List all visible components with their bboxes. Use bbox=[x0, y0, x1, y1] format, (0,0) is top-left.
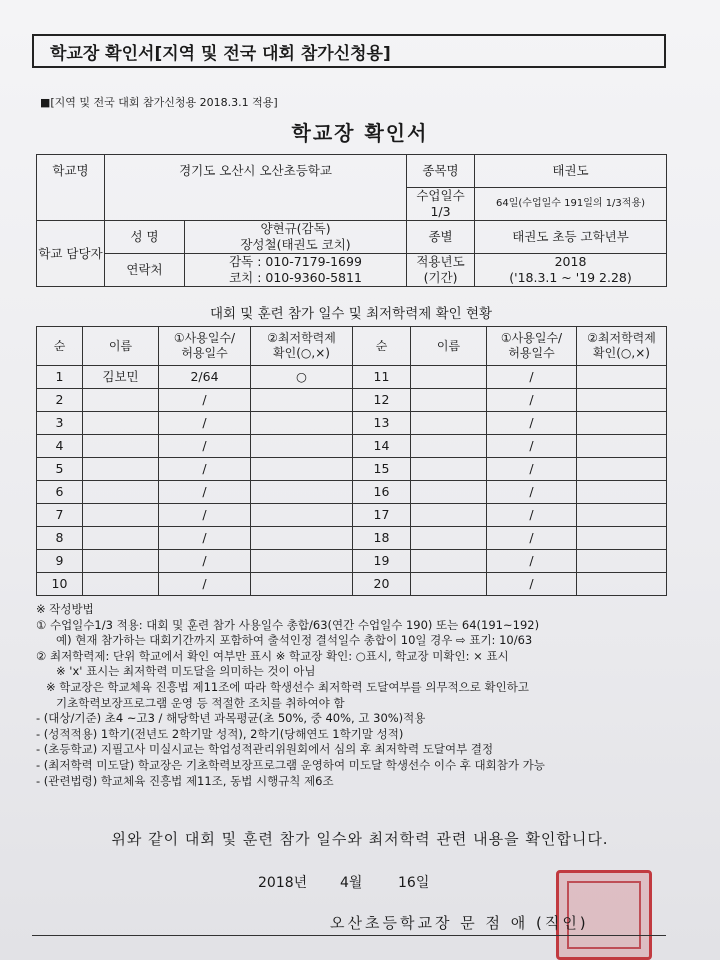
school-info-table bbox=[36, 154, 667, 287]
row-check bbox=[251, 504, 353, 527]
row-name-right bbox=[411, 481, 487, 504]
col-check-header-right-line-2: 확인(○,×) bbox=[593, 346, 650, 360]
year-label bbox=[407, 254, 475, 287]
row-no: 9 bbox=[37, 550, 83, 573]
col-days-header-right bbox=[487, 327, 577, 366]
confirmation-statement: 위와 같이 대회 및 훈련 참가 일수와 최저학력 관련 내용을 확인합니다. bbox=[111, 830, 609, 848]
table-row bbox=[37, 366, 667, 389]
row-check-right bbox=[577, 550, 667, 573]
col-days-header-line-2: 허용일수 bbox=[181, 346, 228, 360]
note-2: ② 최저학력제: 단위 학교에서 확인 여부만 표시 ※ 학교장 확인: ○표시, 학교장 미확인: × 표시 bbox=[36, 648, 509, 663]
row-no-right: 11 bbox=[353, 366, 411, 389]
row-check bbox=[251, 527, 353, 550]
row-no: 2 bbox=[37, 389, 83, 412]
manager-name-line-2: 장성철(태권도 코치) bbox=[240, 237, 351, 252]
row-name: 김보민 bbox=[83, 366, 159, 389]
row-check bbox=[251, 435, 353, 458]
col-check-header-right bbox=[577, 327, 667, 366]
col-name-header-right: 이름 bbox=[411, 327, 487, 366]
table-row bbox=[37, 550, 667, 573]
row-name bbox=[83, 550, 159, 573]
row-check-right bbox=[577, 458, 667, 481]
table-row bbox=[37, 435, 667, 458]
row-check bbox=[251, 458, 353, 481]
row-no-right: 16 bbox=[353, 481, 411, 504]
row-no: 3 bbox=[37, 412, 83, 435]
row-no-right: 13 bbox=[353, 412, 411, 435]
col-days-header-right-line-2: 허용일수 bbox=[508, 346, 555, 360]
table-row bbox=[37, 458, 667, 481]
row-check-right bbox=[577, 412, 667, 435]
records-body bbox=[37, 366, 667, 596]
row-days: / bbox=[159, 481, 251, 504]
bottom-rule bbox=[32, 935, 666, 936]
participation-records-table bbox=[36, 326, 667, 596]
row-name bbox=[83, 573, 159, 596]
row-days-right: / bbox=[487, 504, 577, 527]
year-value bbox=[475, 254, 667, 287]
year-value-line-1: 2018 bbox=[554, 254, 587, 270]
school-name-value-cell bbox=[105, 188, 407, 221]
row-days: 2/64 bbox=[159, 366, 251, 389]
row-days-right: / bbox=[487, 458, 577, 481]
row-check bbox=[251, 389, 353, 412]
table-row bbox=[37, 481, 667, 504]
row-no: 6 bbox=[37, 481, 83, 504]
row-name bbox=[83, 504, 159, 527]
document-banner: 학교장 확인서[지역 및 전국 대회 참가신청용] bbox=[32, 34, 666, 68]
row-name-right bbox=[411, 458, 487, 481]
date-month: 4월 bbox=[340, 875, 363, 891]
row-no-right: 19 bbox=[353, 550, 411, 573]
row-name-right bbox=[411, 389, 487, 412]
row-days: / bbox=[159, 504, 251, 527]
year-label-line-2: (기간) bbox=[423, 270, 458, 285]
row-name-right bbox=[411, 504, 487, 527]
row-check-right bbox=[577, 389, 667, 412]
note-7: - (초등학교) 지필고사 미실시교는 학업성적관리위원회에서 심의 후 최저학력 도달여부 결정 bbox=[36, 742, 494, 757]
row-days-right: / bbox=[487, 435, 577, 458]
row-days: / bbox=[159, 573, 251, 596]
class-days-value: 64일(수업일수 191일의 1/3적용) bbox=[475, 188, 667, 221]
row-no: 10 bbox=[37, 573, 83, 596]
manager-name-label: 성 명 bbox=[105, 221, 185, 254]
sport-value: 태권도 bbox=[475, 155, 667, 188]
sport-label: 종목명 bbox=[407, 155, 475, 188]
col-days-header-line-1: ①사용일수/ bbox=[173, 331, 236, 345]
row-no: 4 bbox=[37, 435, 83, 458]
row-days: / bbox=[159, 527, 251, 550]
row-check: ○ bbox=[251, 366, 353, 389]
row-check bbox=[251, 481, 353, 504]
row-name bbox=[83, 389, 159, 412]
contact-label: 연락처 bbox=[105, 254, 185, 287]
row-days-right: / bbox=[487, 366, 577, 389]
row-name-right bbox=[411, 550, 487, 573]
row-check-right bbox=[577, 435, 667, 458]
row-days: / bbox=[159, 389, 251, 412]
table-row bbox=[37, 504, 667, 527]
row-days: / bbox=[159, 458, 251, 481]
table-row bbox=[37, 389, 667, 412]
school-name-value: 경기도 오산시 오산초등학교 bbox=[105, 155, 407, 188]
writing-instructions bbox=[36, 602, 676, 789]
records-section-title: 대회 및 훈련 참가 일수 및 최저학력제 확인 현황 bbox=[209, 306, 493, 322]
note-3: ※ 'x' 표시는 최저학력 미도달을 의미하는 것이 아님 bbox=[56, 664, 316, 679]
contact-line-2: 코치 : 010-9360-5811 bbox=[229, 270, 362, 285]
note-6: - (성적적용) 1학기(전년도 2학기말 성적), 2학기(당해연도 1학기말 성적) bbox=[36, 726, 404, 741]
col-check-header-right-line-1: ②최저학력제 bbox=[587, 331, 656, 345]
note-9: - (관련법령) 학교체육 진흥법 제11조, 동법 시행규칙 제6조 bbox=[36, 773, 334, 788]
row-no-right: 17 bbox=[353, 504, 411, 527]
row-no: 7 bbox=[37, 504, 83, 527]
row-days: / bbox=[159, 412, 251, 435]
row-no-right: 14 bbox=[353, 435, 411, 458]
records-header-row bbox=[37, 327, 667, 366]
row-days-right: / bbox=[487, 550, 577, 573]
document-title: 학교장 확인서 bbox=[291, 121, 429, 145]
row-no: 8 bbox=[37, 527, 83, 550]
col-no-header-right: 순 bbox=[353, 327, 411, 366]
col-check-header-line-2: 확인(○,×) bbox=[273, 346, 330, 360]
contact-line-1: 감독 : 010-7179-1699 bbox=[229, 254, 362, 270]
row-no-right: 12 bbox=[353, 389, 411, 412]
row-name bbox=[83, 435, 159, 458]
row-check-right bbox=[577, 366, 667, 389]
row-name-right bbox=[411, 412, 487, 435]
row-check bbox=[251, 550, 353, 573]
notes-heading: ※ 작성방법 bbox=[36, 602, 94, 616]
row-name-right bbox=[411, 435, 487, 458]
contact-value bbox=[185, 254, 407, 287]
row-days-right: / bbox=[487, 412, 577, 435]
class-days-label: 수업일수 1/3 bbox=[407, 188, 475, 221]
row-check-right bbox=[577, 527, 667, 550]
col-check-header-line-1: ②최저학력제 bbox=[267, 331, 336, 345]
row-check bbox=[251, 412, 353, 435]
row-check bbox=[251, 573, 353, 596]
form-subtitle: ■[지역 및 전국 대회 참가신청용 2018.3.1 적용] bbox=[40, 96, 278, 109]
table-row bbox=[37, 573, 667, 596]
manager-label: 학교 담당자 bbox=[37, 221, 105, 287]
row-days-right: / bbox=[487, 573, 577, 596]
row-no-right: 20 bbox=[353, 573, 411, 596]
row-no-right: 15 bbox=[353, 458, 411, 481]
school-name-label: 학교명 bbox=[37, 155, 105, 188]
note-1: ① 수업일수1/3 적용: 대회 및 훈련 참가 사용일수 총합/63(연간 수업일수 190) 또는 64(191~192) bbox=[36, 617, 540, 632]
note-1-example: 예) 현재 참가하는 대회기간까지 포함하여 출석인정 결석일수 총합이 10일 경우 ⇨ 표기: 10/63 bbox=[56, 633, 533, 648]
manager-name-value bbox=[185, 221, 407, 254]
table-row bbox=[37, 412, 667, 435]
note-5: - (대상/기준) 초4 ~고3 / 해당학년 과목평균(초 50%, 중 40%, 고 30%)적용 bbox=[36, 711, 426, 726]
row-name bbox=[83, 481, 159, 504]
row-days: / bbox=[159, 550, 251, 573]
row-days-right: / bbox=[487, 527, 577, 550]
col-name-header: 이름 bbox=[83, 327, 159, 366]
col-days-header-right-line-1: ①사용일수/ bbox=[500, 331, 563, 345]
row-days: / bbox=[159, 435, 251, 458]
row-no: 5 bbox=[37, 458, 83, 481]
note-8: - (최저학력 미도달) 학교장은 기초학력보장프로그램 운영하여 미도달 학생선수 이수 후 대회참가 가능 bbox=[36, 757, 545, 772]
row-name-right bbox=[411, 527, 487, 550]
category-value: 태권도 초등 고학년부 bbox=[475, 221, 667, 254]
manager-name-line-1: 양현규(감독) bbox=[260, 221, 331, 237]
row-days-right: / bbox=[487, 481, 577, 504]
note-4: ※ 학교장은 학교체육 진흥법 제11조에 따라 학생선수 최저학력 도달여부를 의무적으로 확인하고 bbox=[46, 679, 529, 694]
table-row bbox=[37, 527, 667, 550]
note-4-continued: 기초학력보장프로그램 운영 등 적절한 조치를 취하여야 함 bbox=[56, 695, 345, 710]
col-no-header: 순 bbox=[37, 327, 83, 366]
row-name bbox=[83, 412, 159, 435]
row-name bbox=[83, 458, 159, 481]
row-no-right: 18 bbox=[353, 527, 411, 550]
date-year: 2018년 bbox=[258, 875, 308, 891]
row-check-right bbox=[577, 481, 667, 504]
row-name-right bbox=[411, 573, 487, 596]
row-check-right bbox=[577, 504, 667, 527]
row-check-right bbox=[577, 573, 667, 596]
year-label-line-1: 적용년도 bbox=[416, 254, 465, 270]
school-name-label-cell bbox=[37, 188, 105, 221]
row-no: 1 bbox=[37, 366, 83, 389]
row-name-right bbox=[411, 366, 487, 389]
category-label: 종별 bbox=[407, 221, 475, 254]
row-days-right: / bbox=[487, 389, 577, 412]
year-value-line-2: ('18.3.1 ~ '19 2.28) bbox=[509, 270, 632, 285]
col-check-header bbox=[251, 327, 353, 366]
principal-signature: 오산초등학교장 문 점 애 (직인) bbox=[330, 914, 589, 932]
col-days-header bbox=[159, 327, 251, 366]
date-day: 16일 bbox=[398, 875, 430, 891]
row-name bbox=[83, 527, 159, 550]
